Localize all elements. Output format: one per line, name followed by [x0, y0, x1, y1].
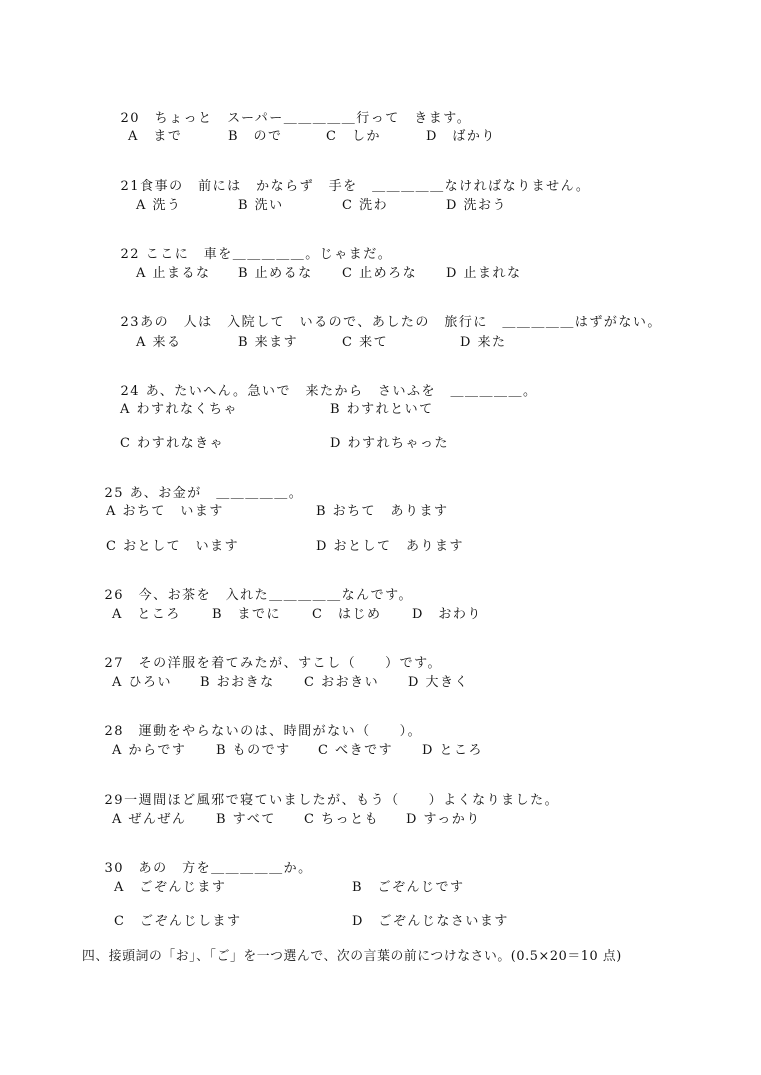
- option-20-b: B ので: [228, 129, 283, 144]
- question-number: 22: [120, 247, 141, 262]
- option-22-d: D 止まれな: [446, 266, 522, 281]
- option-26-a: A ところ: [112, 607, 181, 622]
- question-number: 23: [120, 315, 141, 330]
- question-number: 24: [120, 384, 141, 399]
- question-text: 一週間ほど風邪で寝ていましたが、もう（ ）よくなりました。: [124, 793, 560, 808]
- option-20-c: C しか: [326, 129, 381, 144]
- option-27-d: D 大きく: [408, 675, 470, 690]
- option-24-d: D わすれちゃった: [330, 436, 450, 451]
- option-29-c: C ちっとも: [304, 812, 380, 827]
- option-28-d: D ところ: [422, 743, 484, 758]
- question-number: 20: [120, 111, 141, 126]
- section-four-heading: 四、接頭詞の「お」、「ご」を一つ選んで、次の言葉の前につけなさい。(0.5×20＝10 点): [82, 949, 622, 964]
- option-25-c: C おとして います: [106, 539, 240, 554]
- option-23-a: A 来る: [136, 335, 182, 350]
- option-27-a: A ひろい: [112, 675, 173, 690]
- option-27-b: B おおきな: [200, 675, 275, 690]
- question-number: 26: [104, 588, 125, 603]
- option-25-b: B おちて あります: [316, 504, 449, 519]
- question-number: 27: [104, 656, 125, 671]
- option-30-d: D ごぞんじなさいます: [352, 914, 509, 929]
- option-29-d: D すっかり: [406, 812, 481, 827]
- option-24-c: C わすれなきゃ: [120, 436, 225, 451]
- option-21-b: B 洗い: [238, 198, 284, 213]
- option-26-d: D おわり: [412, 607, 482, 622]
- question-text: 運動をやらないのは、時間がない（ ）。: [138, 724, 423, 739]
- option-30-b: B ごぞんじです: [352, 880, 465, 895]
- option-21-d: D 洗おう: [446, 198, 508, 213]
- question-number: 21: [120, 179, 141, 194]
- question-number: 29: [104, 793, 125, 808]
- question-text: あの 人は 入院して いるので、あしたの 旅行に ＿＿＿＿＿はずがない。: [140, 315, 662, 330]
- option-26-c: C はじめ: [312, 607, 382, 622]
- option-28-a: A からです: [112, 743, 187, 758]
- option-23-d: D 来た: [460, 335, 507, 350]
- question-text: 今、お茶を 入れた＿＿＿＿＿なんです。: [138, 588, 414, 603]
- question-number: 28: [104, 724, 125, 739]
- question-text: ここに 車を＿＿＿＿＿。じゃまだ。: [145, 247, 393, 262]
- option-24-a: A わすれなくちゃ: [120, 402, 239, 417]
- option-25-d: D おとして あります: [316, 539, 465, 554]
- option-25-a: A おちて います: [106, 504, 224, 519]
- option-30-c: C ごぞんじします: [114, 914, 242, 929]
- question-number: 25: [104, 486, 125, 501]
- option-20-d: D ばかり: [426, 129, 496, 144]
- option-21-a: A 洗う: [136, 198, 182, 213]
- question-number: 30: [104, 861, 125, 876]
- question-text: あ、たいへん。急いで 来たから さいふを ＿＿＿＿＿。: [145, 384, 538, 399]
- option-30-a: A ごぞんじます: [114, 880, 227, 895]
- question-text: ちょっと スーパー＿＿＿＿＿行って きます。: [154, 111, 472, 126]
- option-20-a: A まで: [128, 129, 183, 144]
- option-23-b: B 来ます: [238, 335, 299, 350]
- option-22-b: B 止めるな: [238, 266, 313, 281]
- option-28-c: C べきです: [318, 743, 394, 758]
- option-21-c: C 洗わ: [342, 198, 389, 213]
- option-23-c: C 来て: [342, 335, 389, 350]
- option-28-b: B ものです: [216, 743, 291, 758]
- question-text: あ、お金が ＿＿＿＿＿。: [129, 486, 304, 501]
- question-text: 食事の 前には かならず 手を ＿＿＿＿＿なければなりません。: [140, 179, 591, 194]
- option-22-a: A 止まるな: [136, 266, 211, 281]
- question-text: その洋服を着てみたが、すこし（ ）です。: [138, 656, 443, 671]
- option-22-c: C 止めろな: [342, 266, 418, 281]
- option-24-b: B わすれといて: [330, 402, 434, 417]
- option-29-b: B すべて: [216, 812, 276, 827]
- option-29-a: A ぜんぜん: [112, 812, 187, 827]
- option-27-c: C おおきい: [304, 675, 380, 690]
- option-26-b: B までに: [212, 607, 282, 622]
- question-text: あの 方を＿＿＿＿＿か。: [138, 861, 313, 876]
